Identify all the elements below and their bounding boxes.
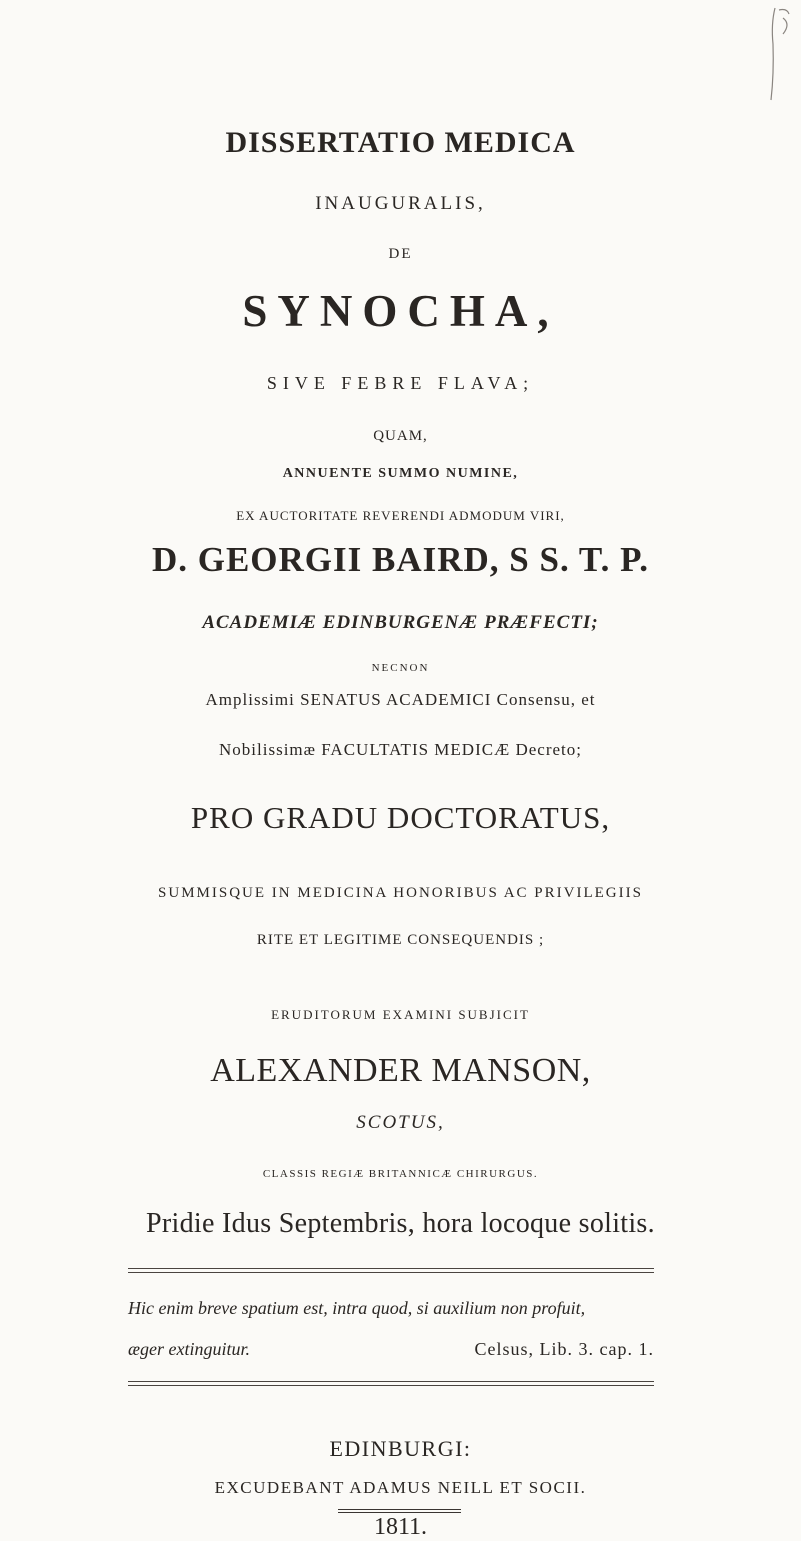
de-line: DE xyxy=(388,246,413,262)
honoribus-line: SUMMISQUE IN MEDICINA HONORIBUS AC PRIVILEGIIS xyxy=(158,885,643,901)
epigraph-rule-bottom xyxy=(128,1385,654,1386)
principal-name: D. GEORGII BAIRD, S S. T. P. xyxy=(151,540,650,579)
epigraph-rule-bottom-thin xyxy=(128,1381,654,1382)
date-line: Pridie Idus Septembris, hora locoque solitis. xyxy=(146,1208,655,1239)
epigraph-reference: Celsus, Lib. 3. cap. 1. xyxy=(474,1339,654,1359)
epigraph-rule-top xyxy=(128,1268,654,1269)
subjicit-line: ERUDITORUM EXAMINI SUBJICIT xyxy=(271,1007,530,1022)
principal-title: ACADEMIÆ EDINBURGENÆ PRÆFECTI; xyxy=(202,612,599,633)
epigraph-rule-top-thin xyxy=(128,1272,654,1273)
annuente-line: ANNUENTE SUMMO NUMINE, xyxy=(282,466,519,481)
consequendis-line: RITE ET LEGITIME CONSEQUENDIS ; xyxy=(256,932,545,948)
handwritten-mark-icon xyxy=(765,4,793,104)
dissertation-heading: DISSERTATIO MEDICA xyxy=(225,126,576,159)
auctoritate-line: EX AUCTORITATE REVERENDI ADMODUM VIRI, xyxy=(236,508,565,523)
epigraph-line-2-text: æger extinguitur. xyxy=(128,1339,250,1359)
subject-title: SYNOCHA, xyxy=(242,286,559,336)
degree-line: PRO GRADU DOCTORATUS, xyxy=(190,800,611,835)
epigraph-line-2 xyxy=(128,1339,654,1360)
facultatis-line: Nobilissimæ FACULTATIS MEDICÆ Decreto; xyxy=(219,740,582,759)
imprint-printer: EXCUDEBANT ADAMUS NEILL ET SOCII. xyxy=(214,1478,587,1497)
imprint-rule xyxy=(338,1509,461,1513)
imprint-year: 1811. xyxy=(373,1514,428,1540)
inauguralis-line: INAUGURALIS, xyxy=(315,193,486,214)
senatus-line: Amplissimi SENATUS ACADEMICI Consensu, et xyxy=(205,690,596,709)
author-name: ALEXANDER MANSON, xyxy=(210,1052,591,1089)
epigraph-line-1: Hic enim breve spatium est, intra quod, si auxilium non profuit, xyxy=(128,1298,586,1318)
author-nationality: SCOTUS, xyxy=(356,1112,445,1133)
author-rank: CLASSIS REGIÆ BRITANNICÆ CHIRURGUS. xyxy=(262,1168,539,1180)
subject-subtitle: SIVE FEBRE FLAVA; xyxy=(266,373,535,393)
imprint-city: EDINBURGI: xyxy=(329,1436,472,1461)
quam-line: QUAM, xyxy=(373,428,428,444)
necnon-line: NECNON xyxy=(371,662,430,674)
